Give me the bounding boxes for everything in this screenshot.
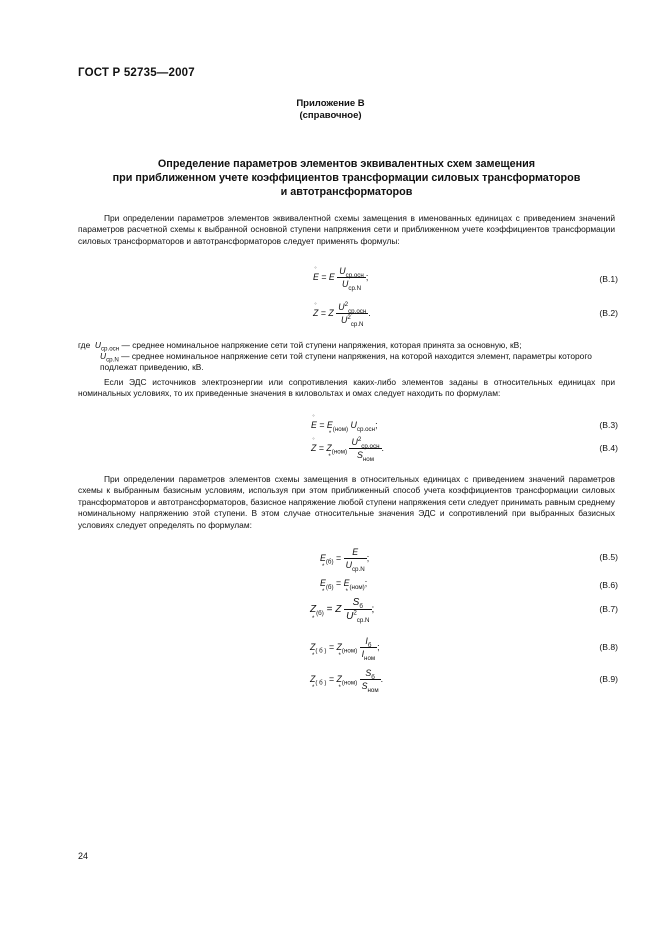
formula-b4: ∘ Z = Z $*_{(ном)}$ $\frac{U^2_{ср.осн}}{S_{ном}}$ . xyxy=(311,437,384,460)
formula-number-b9: (В.9) xyxy=(599,674,618,684)
formula-number-b7: (В.7) xyxy=(599,604,618,614)
paragraph-3-text: При определении параметров элементов схемы замещения в относительных единицах с приведением значений параметров схемы к выбранным базисным условиям, используя при этом приближенный способ учета коэффициентов трансформации силовых трансформаторов и автотрансформаторов, базисное напряжение любой ступени напряжения сети следует принимать равным среднему номинальному напряжению этой ступени. В этом случае относительные значения ЭДС и сопротивлений при выбранных базисных условиях следует определять по формулам: xyxy=(78,474,615,530)
formula-number-b3: (В.3) xyxy=(599,420,618,430)
definition-1: где $U_{ср.осн}$ — среднее номинальное напряжение сети той ступени напряжения, которая принята за основную, кВ; xyxy=(78,340,522,353)
formula-b8: Z $*_{( б )} = Z$ $*_{(ном)}$ $\frac{I_б}{I_{ном}}$ ; xyxy=(310,636,380,659)
formula-b7: Z $*_{(б)} = Z$ $\frac{S_б}{U^2_{ср.N}}$ ; xyxy=(310,597,374,622)
title-line-2: при приближенном учете коэффициентов трансформации силовых трансформаторов xyxy=(112,172,581,184)
formula-number-b4: (В.4) xyxy=(599,443,618,453)
formula-b3: ∘ E = E $*_{(ном)}$ $U_{ср.осн}$; xyxy=(311,420,378,430)
annex-type: (справочное) xyxy=(299,110,362,121)
annex-label: Приложение В xyxy=(296,98,365,109)
formula-b9: Z $*_{( б )} = Z$ $*_{(ном)}$ $\frac{S_б}{S_{ном}}$ . xyxy=(310,668,383,691)
formula-number-b5: (В.5) xyxy=(599,552,618,562)
definitions-block xyxy=(78,340,615,373)
title-line-1: Определение параметров элементов эквивалентных схем замещения xyxy=(157,158,536,170)
standard-header: ГОСТ Р 52735—2007 xyxy=(78,67,195,79)
formula-b5: E $*_{(б)}$ = $\frac{E}{U_{ср.N}}$ ; xyxy=(320,547,369,570)
paragraph-2 xyxy=(78,377,615,400)
paragraph-3 xyxy=(78,474,615,531)
formula-number-b2: (В.2) xyxy=(599,308,618,318)
title-line-3: и автотрансформаторов xyxy=(280,186,413,198)
page-number: 24 xyxy=(78,851,89,861)
formula-b2: ∘ Z = Z $\frac{U^2_{ср.осн}}{U^2_{ср.N}}$ . xyxy=(313,302,371,325)
formula-number-b1: (В.1) xyxy=(599,274,618,284)
formula-b1: ∘ E = E $\frac{U_{ср.осн}}{U_{ср.N}}$ ; xyxy=(313,266,368,289)
paragraph-2-text: Если ЭДС источников электроэнергии или сопротивления каких-либо элементов заданы в относительных единицах при номинальных условиях, то их приведенные значения в киловольтах и омах следует находить по формулам: xyxy=(78,377,615,399)
formula-number-b6: (В.6) xyxy=(599,580,618,590)
paragraph-1-text: При определении параметров элементов эквивалентной схемы замещения в именованных единицах с приведением значений параметров расчетной схемы к выбранной основной ступени напряжения сети и приближенном учете коэффициентов трансформации силовых трансформаторов и автотрансформаторов следует применять формулы: xyxy=(78,213,615,246)
formula-number-b8: (В.8) xyxy=(599,642,618,652)
annex-title xyxy=(60,157,633,199)
formula-b6: E $*_{(б)} = E$ $*_{(ном)}$; xyxy=(320,578,367,588)
paragraph-1 xyxy=(78,213,615,247)
definition-2: $U_{ср.N}$ — среднее номинальное напряжение сети той ступени напряжения, на которой находится элемент, параметры которого подлежат приведению, кВ. xyxy=(100,351,592,372)
